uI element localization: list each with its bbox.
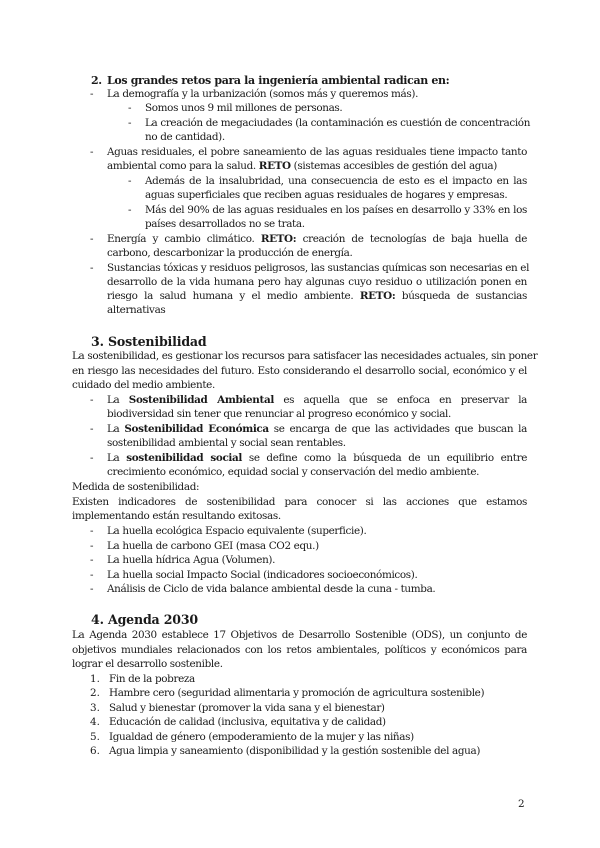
goal-item: Agua limpia y saneamiento (disponibilidad y la gestión sostenible del agua) [109, 745, 481, 757]
paragraph-line: Existen indicadores de sostenibilidad para conocer si las acciones que estamos [72, 496, 527, 508]
section-3-title: Sostenibilidad [108, 334, 207, 349]
list-item-sustancias-line-1: Sustancias tóxicas y residuos peligrosos, las sustancias químicas son necesarias en el [107, 262, 530, 274]
list-item-sustancias-line-2: desarrollo de la vida humana pero hay algunas cuyo residuo o utilización ponen en [107, 276, 527, 288]
bullet-dash: - [90, 525, 94, 537]
section-4-title: Agenda 2030 [108, 612, 198, 627]
bullet-dash: - [90, 583, 94, 595]
sub-bullet-dash: - [128, 175, 132, 187]
paragraph-line: objetivos mundiales relacionados con los retos ambientales, políticos y económicos para [72, 644, 527, 656]
list-item-sustancias-line-4: alternativas [107, 304, 166, 316]
list-item-economica-line-2: sostenibilidad ambiental y social sean rentables. [107, 437, 346, 449]
list-item-aguas-line-2: ambiental como para la salud. RETO (sistemas accesibles de gestión del agua) [107, 160, 497, 172]
goal-item: Fin de la pobreza [109, 673, 195, 685]
bullet-dash: - [90, 569, 94, 581]
paragraph-line: en riesgo las necesidades del futuro. Esto considerando el desarrollo social, económico y el [72, 365, 527, 377]
goal-item: Salud y bienestar (promover la vida sana y el bienestar) [109, 702, 385, 714]
list-item: La huella ecológica Espacio equivalente (superficie). [107, 525, 367, 537]
bullet-dash: - [90, 423, 94, 435]
sub-bullet-dash: - [128, 204, 132, 216]
list-item-ambiental-line-2: biodiversidad sin tener que renunciar al progreso económico y social. [107, 408, 451, 420]
page-number: 2 [518, 798, 525, 810]
sub-item-porcentaje-line-2: países desarrollados no se trata. [145, 218, 305, 230]
list-item-ambiental-line-1: La Sostenibilidad Ambiental es aquella que se enfoca en preservar la [107, 394, 528, 406]
goal-number: 1. [90, 673, 100, 685]
list-item: La huella social Impacto Social (indicadores socioeconómicos). [107, 569, 418, 581]
goal-item: Hambre cero (seguridad alimentaria y promoción de agricultura sostenible) [109, 687, 485, 699]
bullet-dash: - [90, 394, 94, 406]
paragraph-line: implementando están resultando exitosas. [72, 510, 281, 522]
sub-bullet-dash: - [128, 102, 132, 114]
goal-number: 2. [90, 687, 100, 699]
bullet-dash: - [90, 452, 94, 464]
paragraph-line: La Agenda 2030 establece 17 Objetivos de Desarrollo Sostenible (ODS), un conjunto de [72, 629, 527, 641]
sub-item-megaciudades-line-2: no de cantidad). [145, 131, 225, 143]
bullet-dash: - [90, 540, 94, 552]
paragraph-line: cuidado del medio ambiente. [72, 379, 215, 391]
list-item: La huella de carbono GEI (masa CO2 equ.) [107, 540, 319, 552]
section-2-number: 2. [91, 74, 102, 87]
sub-item-insalubridad-line-2: aguas superficiales que reciben aguas residuales de hogares y empresas. [145, 189, 508, 201]
goal-number: 4. [90, 716, 100, 728]
sub-item-insalubridad-line-1: Además de la insalubridad, una consecuencia de esto es el impacto en las [145, 175, 527, 187]
list-item-aguas-line-1: Aguas residuales, el pobre saneamiento de las aguas residuales tiene impacto tanto [107, 146, 527, 158]
goal-item: Educación de calidad (inclusiva, equitativa y de calidad) [109, 716, 386, 728]
paragraph-line: lograr el desarrollo sostenible. [72, 658, 223, 670]
goal-number: 3. [90, 702, 100, 714]
goal-number: 6. [90, 745, 100, 757]
list-item: La huella hídrica Agua (Volumen). [107, 554, 276, 566]
list-item-social-line-2: crecimiento económico, equidad social y conservación del medio ambiente. [107, 466, 480, 478]
paragraph-line: La sostenibilidad, es gestionar los recursos para satisfacer las necesidades actuales, sin poner [72, 350, 538, 362]
sub-item-porcentaje-line-1: Más del 90% de las aguas residuales en los países en desarrollo y 33% en los [145, 204, 527, 216]
section-4-number: 4. [91, 612, 104, 627]
bullet-dash: - [90, 233, 94, 245]
bullet-dash: - [90, 88, 94, 100]
goal-item: Igualdad de género (empoderamiento de la mujer y las niñas) [109, 731, 414, 743]
list-item-sustancias-line-3: riesgo la salud humana y el medio ambiente. RETO: búsqueda de sustancias [107, 290, 527, 302]
list-item-demografia: La demografía y la urbanización (somos más y queremos más). [107, 88, 419, 100]
bullet-dash: - [90, 262, 94, 274]
sub-bullet-dash: - [128, 117, 132, 129]
section-3-number: 3. [91, 334, 104, 349]
sub-item-poblacion: Somos unos 9 mil millones de personas. [145, 102, 343, 114]
bullet-dash: - [90, 146, 94, 158]
list-item-energia-line-1: Energía y cambio climático. RETO: creación de tecnologías de baja huella de [107, 233, 527, 245]
list-item-energia-line-2: carbono, descarbonizar la producción de energía. [107, 247, 353, 259]
list-item: Análisis de Ciclo de vida balance ambiental desde la cuna - tumba. [107, 583, 436, 595]
bullet-dash: - [90, 554, 94, 566]
medida-heading: Medida de sostenibilidad: [72, 481, 200, 493]
goal-number: 5. [90, 731, 100, 743]
sub-item-megaciudades-line-1: La creación de megaciudades (la contaminación es cuestión de concentración [145, 117, 531, 129]
list-item-social-line-1: La sostenibilidad social se define como la búsqueda de un equilibrio entre [107, 452, 527, 464]
section-2-title: Los grandes retos para la ingeniería ambiental radican en: [107, 74, 450, 87]
list-item-economica-line-1: La Sostenibilidad Económica se encarga de que las actividades que buscan la [107, 423, 527, 435]
